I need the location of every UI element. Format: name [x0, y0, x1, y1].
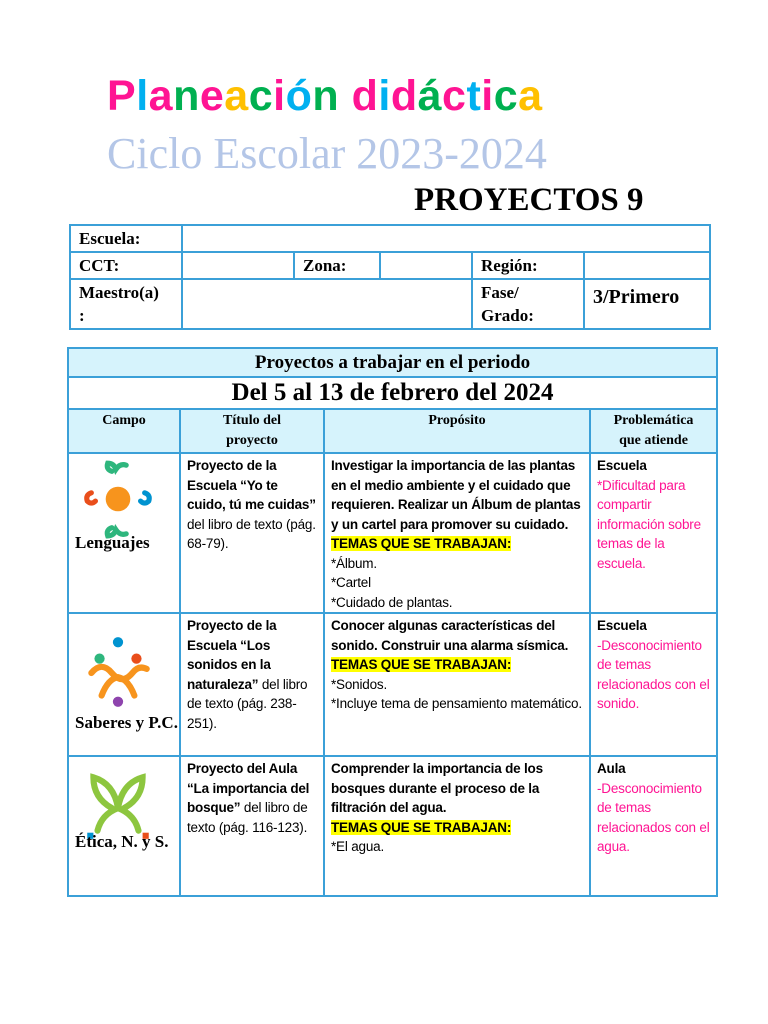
projects-table: [67, 347, 718, 897]
problematica-cell: Escuela -Desconocimiento de temas relacionados con el sonido.: [590, 613, 717, 756]
fase-value: 3/Primero: [584, 279, 710, 329]
title-letter: a: [518, 72, 543, 120]
maestro-label: Maestro(a) :: [70, 279, 182, 329]
campo-label: Saberes y P.C.: [75, 713, 178, 732]
region-value: [584, 252, 710, 279]
subtitle: Ciclo Escolar 2023-2024: [107, 129, 547, 178]
escuela-label: Escuela:: [70, 225, 182, 252]
title-letter: c: [248, 72, 274, 120]
cct-value: [182, 252, 294, 279]
title-letter: i: [481, 72, 494, 120]
title-letter: n: [312, 72, 340, 120]
campo-cell: [68, 756, 180, 896]
info-table: [69, 224, 711, 330]
col-proposito: Propósito: [324, 409, 590, 453]
campo-cell: [68, 613, 180, 756]
table-row: [68, 756, 717, 896]
temas-label: TEMAS QUE SE TRABAJAN:: [331, 819, 512, 835]
titulo-cell: Proyecto de la Escuela “Los sonidos en la naturaleza” del libro de texto (pág. 238-251).: [180, 613, 324, 756]
title-letter: n: [173, 72, 200, 120]
title-letter: P: [107, 72, 137, 120]
title-letter: [339, 72, 351, 120]
table-row: [68, 453, 717, 613]
title-letter: á: [417, 72, 443, 120]
title-letter: e: [199, 72, 225, 120]
proposito-cell: Conocer algunas características del sonido. Construir una alarma sísmica. TEMAS QUE SE TRABAJAN: *Sonidos. *Incluye tema de pensamiento matemático.: [324, 613, 590, 756]
title-letter: d: [390, 72, 418, 120]
temas-label: TEMAS QUE SE TRABAJAN:: [331, 657, 512, 672]
titulo-cell: Proyecto del Aula “La importancia del bosque” del libro de texto (pág. 116-123).: [180, 756, 324, 896]
title-letter: t: [466, 72, 482, 120]
title-letter: c: [442, 72, 467, 120]
problematica-cell: Aula -Desconocimiento de temas relacionados con el agua.: [590, 756, 717, 896]
table-row: [68, 613, 717, 756]
projects-number: PROYECTOS 9: [414, 182, 644, 218]
proposito-cell: Comprender la importancia de los bosques durante el proceso de la filtración del agua. TEMAS QUE SE TRABAJAN: *El agua.: [324, 756, 590, 896]
proposito-cell: Investigar la importancia de las plantas en el medio ambiente y el cuidado que requieren. Realizar un Álbum de plantas y un cartel para promover su cuidado. TEMAS QUE SE TRABAJAN: *Álbum. *Cartel *Cuidado de plantas.: [324, 453, 590, 613]
table-heading: Proyectos a trabajar en el periodo: [68, 348, 717, 377]
campo-label: Lenguajes: [75, 533, 150, 552]
title-letter: l: [136, 72, 149, 120]
campo-cell: [68, 453, 180, 613]
region-label: Región:: [472, 252, 584, 279]
zona-label: Zona:: [294, 252, 380, 279]
temas-label: TEMAS QUE SE TRABAJAN:: [331, 536, 512, 551]
title-letter: a: [224, 72, 249, 120]
title-letter: c: [493, 72, 519, 120]
period-heading: Del 5 al 13 de febrero del 2024: [68, 377, 717, 409]
col-problematica: Problemática que atiende: [590, 409, 717, 453]
title-letter: i: [273, 72, 286, 120]
title-letter: d: [351, 72, 379, 120]
col-titulo: Título del proyecto: [180, 409, 324, 453]
page-title: [107, 72, 543, 121]
cct-label: CCT:: [70, 252, 182, 279]
title-letter: ó: [285, 72, 313, 120]
col-campo: Campo: [68, 409, 180, 453]
fase-label: Fase/ Grado:: [472, 279, 584, 329]
lenguajes-logo-icon: [77, 458, 159, 540]
title-letter: i: [378, 72, 391, 120]
campo-label: Ética, N. y S.: [75, 832, 169, 851]
titulo-cell: Proyecto de la Escuela “Yo te cuido, tú me cuidas” del libro de texto (pág. 68-79).: [180, 453, 324, 613]
maestro-value: [182, 279, 472, 329]
title-letter: a: [148, 72, 174, 120]
escuela-value: [182, 225, 710, 252]
zona-value: [380, 252, 472, 279]
problematica-cell: Escuela *Dificultad para compartir información sobre temas de la escuela.: [590, 453, 717, 613]
saberes-logo-icon: [77, 632, 159, 714]
